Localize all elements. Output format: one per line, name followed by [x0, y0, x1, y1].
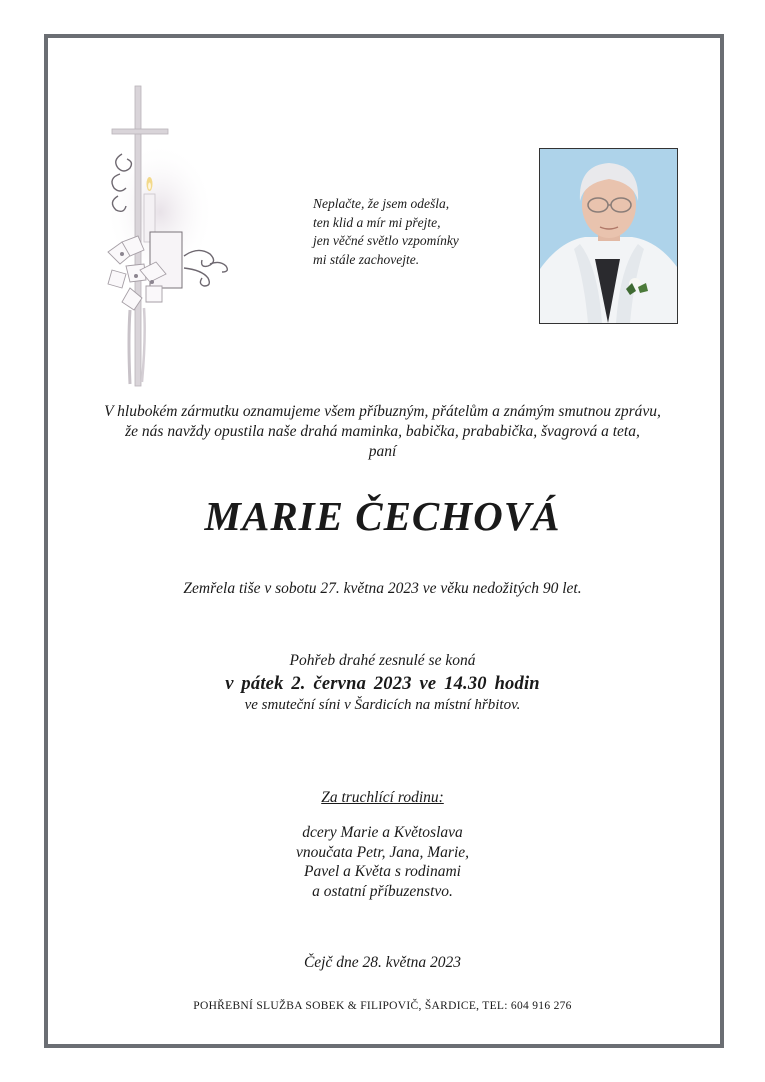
funeral-intro: Pohřeb drahé zesnulé se koná: [289, 652, 476, 669]
deceased-name: MARIE ČECHOVÁ: [204, 493, 561, 539]
announcement-line: paní: [368, 443, 397, 460]
family-list: [0, 823, 765, 901]
announcement: [0, 402, 765, 462]
poem-line: ten klid a mír mi přejte,: [313, 214, 441, 230]
announcement-line: že nás navždy opustila naše drahá maminka, babička, prababička, švagrová a teta,: [125, 423, 640, 440]
poem-line: mi stále zachovejte.: [313, 251, 420, 267]
portrait-photo: [539, 148, 678, 324]
funeral-place: ve smuteční síni v Šardicích na místní hřbitov.: [244, 697, 521, 713]
family-line: a ostatní příbuzenstvo.: [312, 882, 453, 900]
cross-candle-lilies-icon: [100, 82, 240, 394]
family-line: dcery Marie a Květoslava: [302, 824, 463, 841]
poem-line: Neplačte, že jsem odešla,: [313, 196, 450, 211]
date-and-place: Čejč dne 28. května 2023: [303, 954, 462, 971]
announcement-line: V hlubokém zármutku oznamujeme všem příbuzným, přátelům a známým smutnou zprávu,: [104, 403, 661, 420]
family-title: Za truchlící rodinu:: [321, 789, 444, 806]
family-line: vnoučata Petr, Jana, Marie,: [295, 843, 470, 861]
family-line: Pavel a Květa s rodinami: [304, 863, 461, 880]
funeral-service-footer: POHŘEBNÍ SLUŽBA SOBEK & FILIPOVIČ, ŠARDICE, TEL: 604 916 276: [193, 1000, 572, 1012]
poem: [313, 195, 503, 269]
death-notice: Zemřela tiše v sobotu 27. května 2023 ve věku nedožitých 90 let.: [183, 580, 582, 597]
funeral-datetime: v pátek 2. června 2023 ve 14.30 hodin: [225, 674, 540, 694]
portrait-icon: [540, 149, 677, 323]
poem-line: jen věčné světlo vzpomínky: [313, 233, 459, 248]
